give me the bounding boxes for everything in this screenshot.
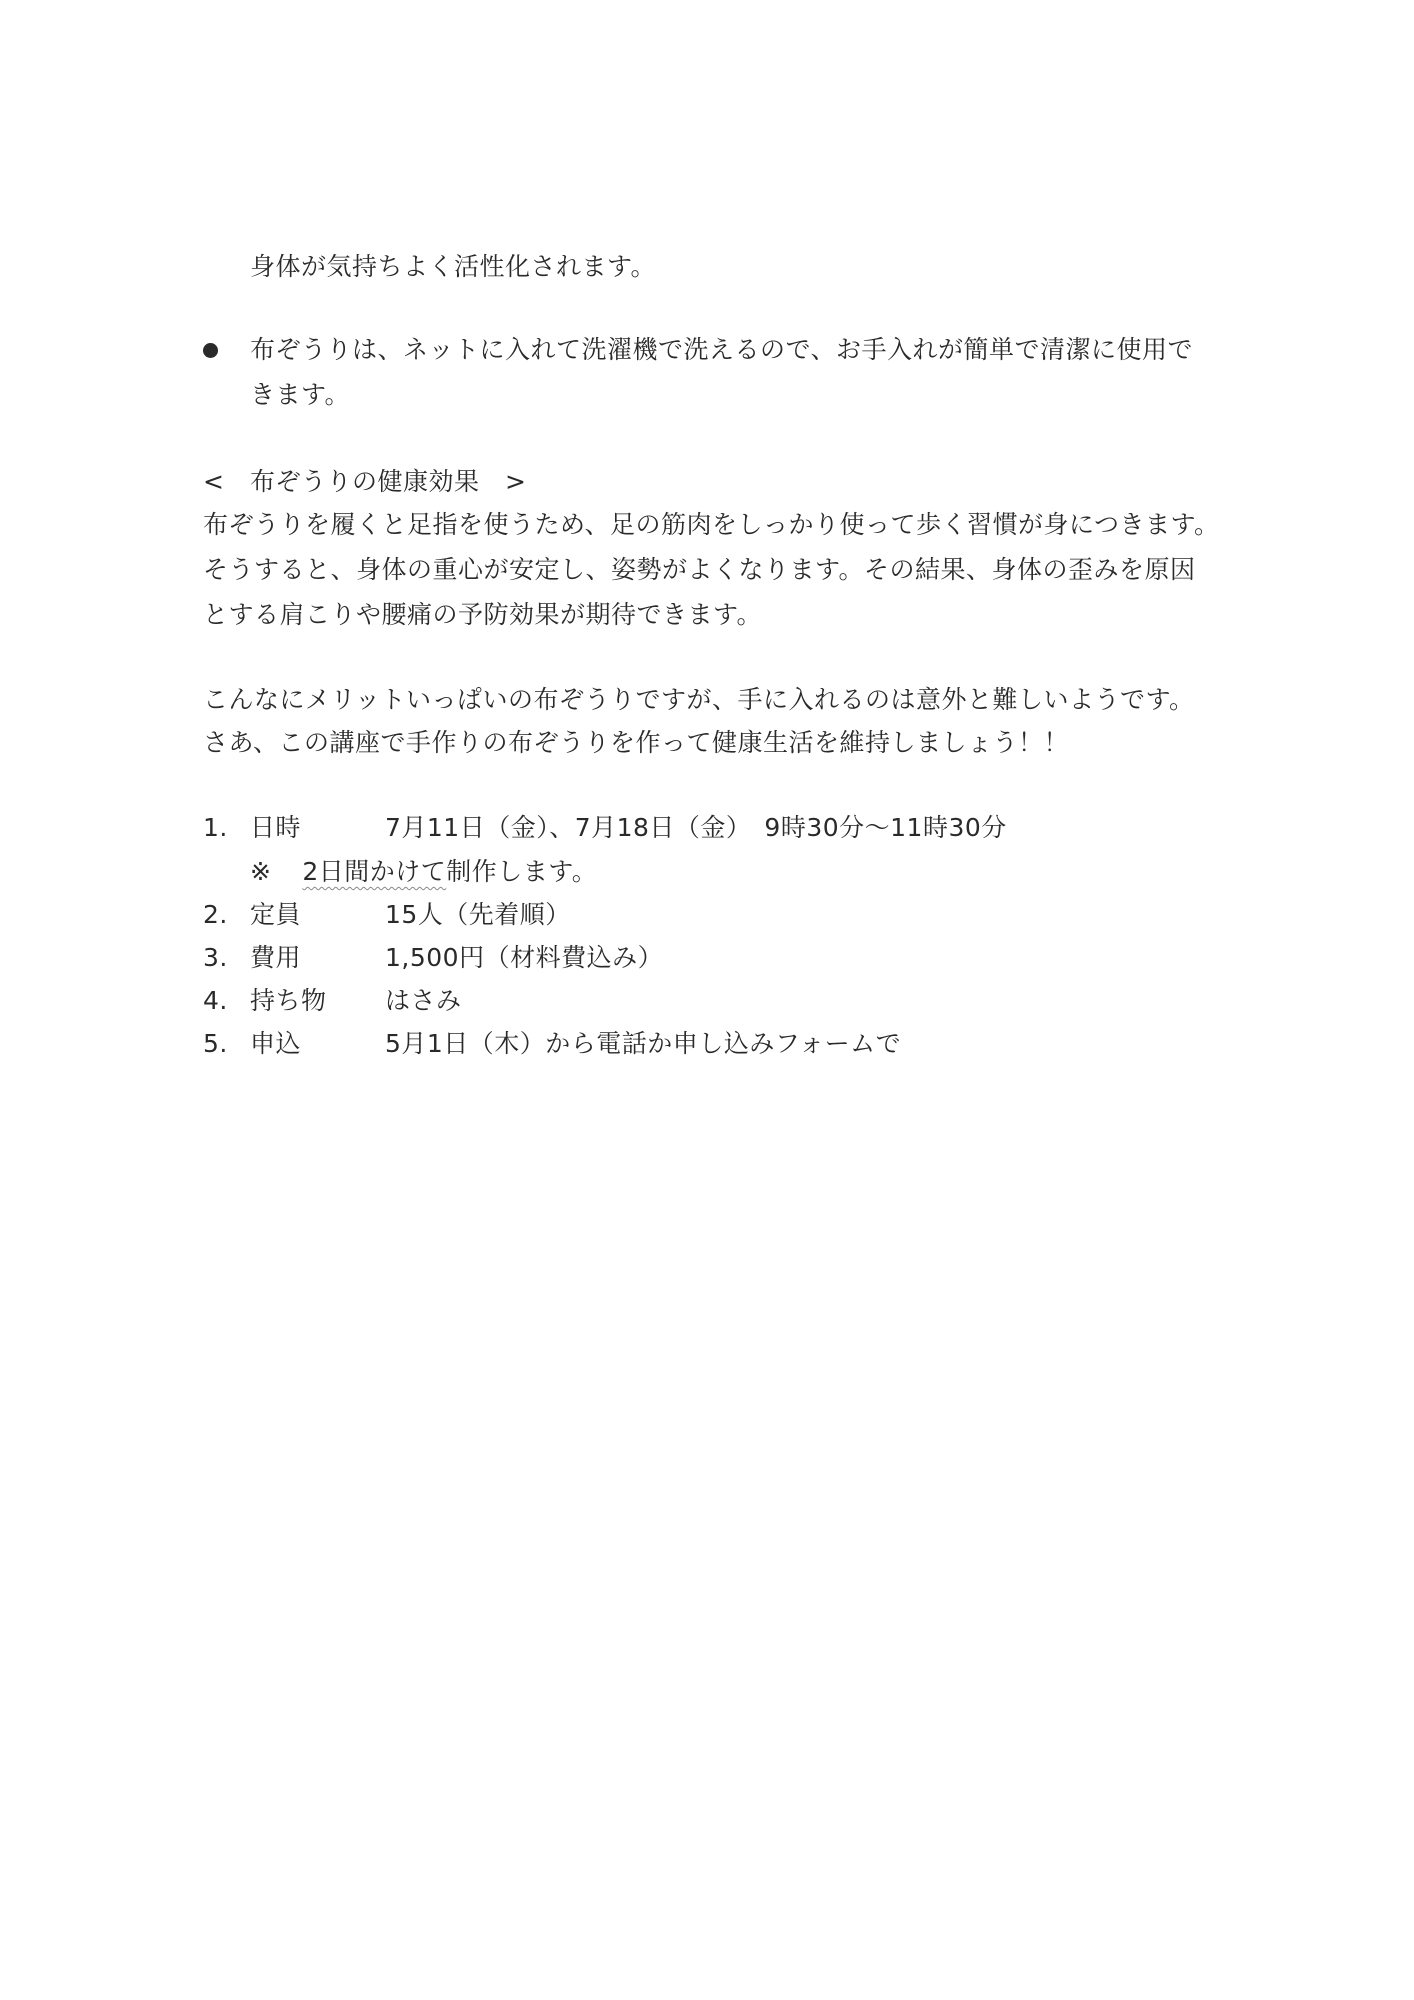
detail-value: はさみ (385, 986, 462, 1015)
detail-label: 日時 (250, 813, 302, 842)
note-rest-text: 制作します。 (446, 857, 598, 886)
detail-value: 1,500円（材料費込み） (385, 943, 664, 972)
detail-number: 3. (203, 943, 228, 972)
detail-number: 4. (203, 986, 228, 1015)
detail-number: 5. (203, 1029, 228, 1058)
health-section-heading: < 布ぞうりの健康効果 > (203, 467, 527, 496)
bullet-text-line-2: きます。 (250, 380, 351, 409)
health-section-line-3: とする肩こりや腰痛の予防効果が期待できます。 (203, 600, 763, 629)
closing-line-2: さあ、この講座で手作りの布ぞうりを作って健康生活を維持しましょう！！ (203, 728, 1070, 757)
intro-tail-text: 身体が気持ちよく活性化されます。 (250, 252, 657, 281)
bullet-text-line-1: 布ぞうりは、ネットに入れて洗濯機で洗えるので、お手入れが簡単で清潔に使用で (250, 335, 1194, 364)
closing-line-1: こんなにメリットいっぱいの布ぞうりですが、手に入れるのは意外と難しいようです。 (203, 685, 1195, 714)
detail-value: 7月11日（金）、7月18日（金） 9時30分～11時30分 (385, 813, 1007, 842)
detail-label: 申込 (250, 1029, 302, 1058)
health-section-line-2: そうすると、身体の重心が安定し、姿勢がよくなります。その結果、身体の歪みを原因 (203, 555, 1196, 584)
detail-value: 5月1日（木）から電話か申し込みフォームで (385, 1029, 902, 1058)
detail-label: 費用 (250, 943, 302, 972)
detail-label: 持ち物 (250, 986, 327, 1015)
detail-note (250, 852, 597, 892)
note-underlined-text: 2日間かけて (302, 857, 447, 886)
detail-value: 15人（先着順） (385, 900, 571, 929)
detail-label: 定員 (250, 900, 302, 929)
health-section-line-1: 布ぞうりを履くと足指を使うため、足の筋肉をしっかり使って歩く習慣が身につきます。 (203, 510, 1220, 539)
note-mark: ※ (250, 857, 272, 886)
bullet-dot-icon (203, 343, 218, 358)
detail-number: 1. (203, 813, 228, 842)
detail-number: 2. (203, 900, 228, 929)
